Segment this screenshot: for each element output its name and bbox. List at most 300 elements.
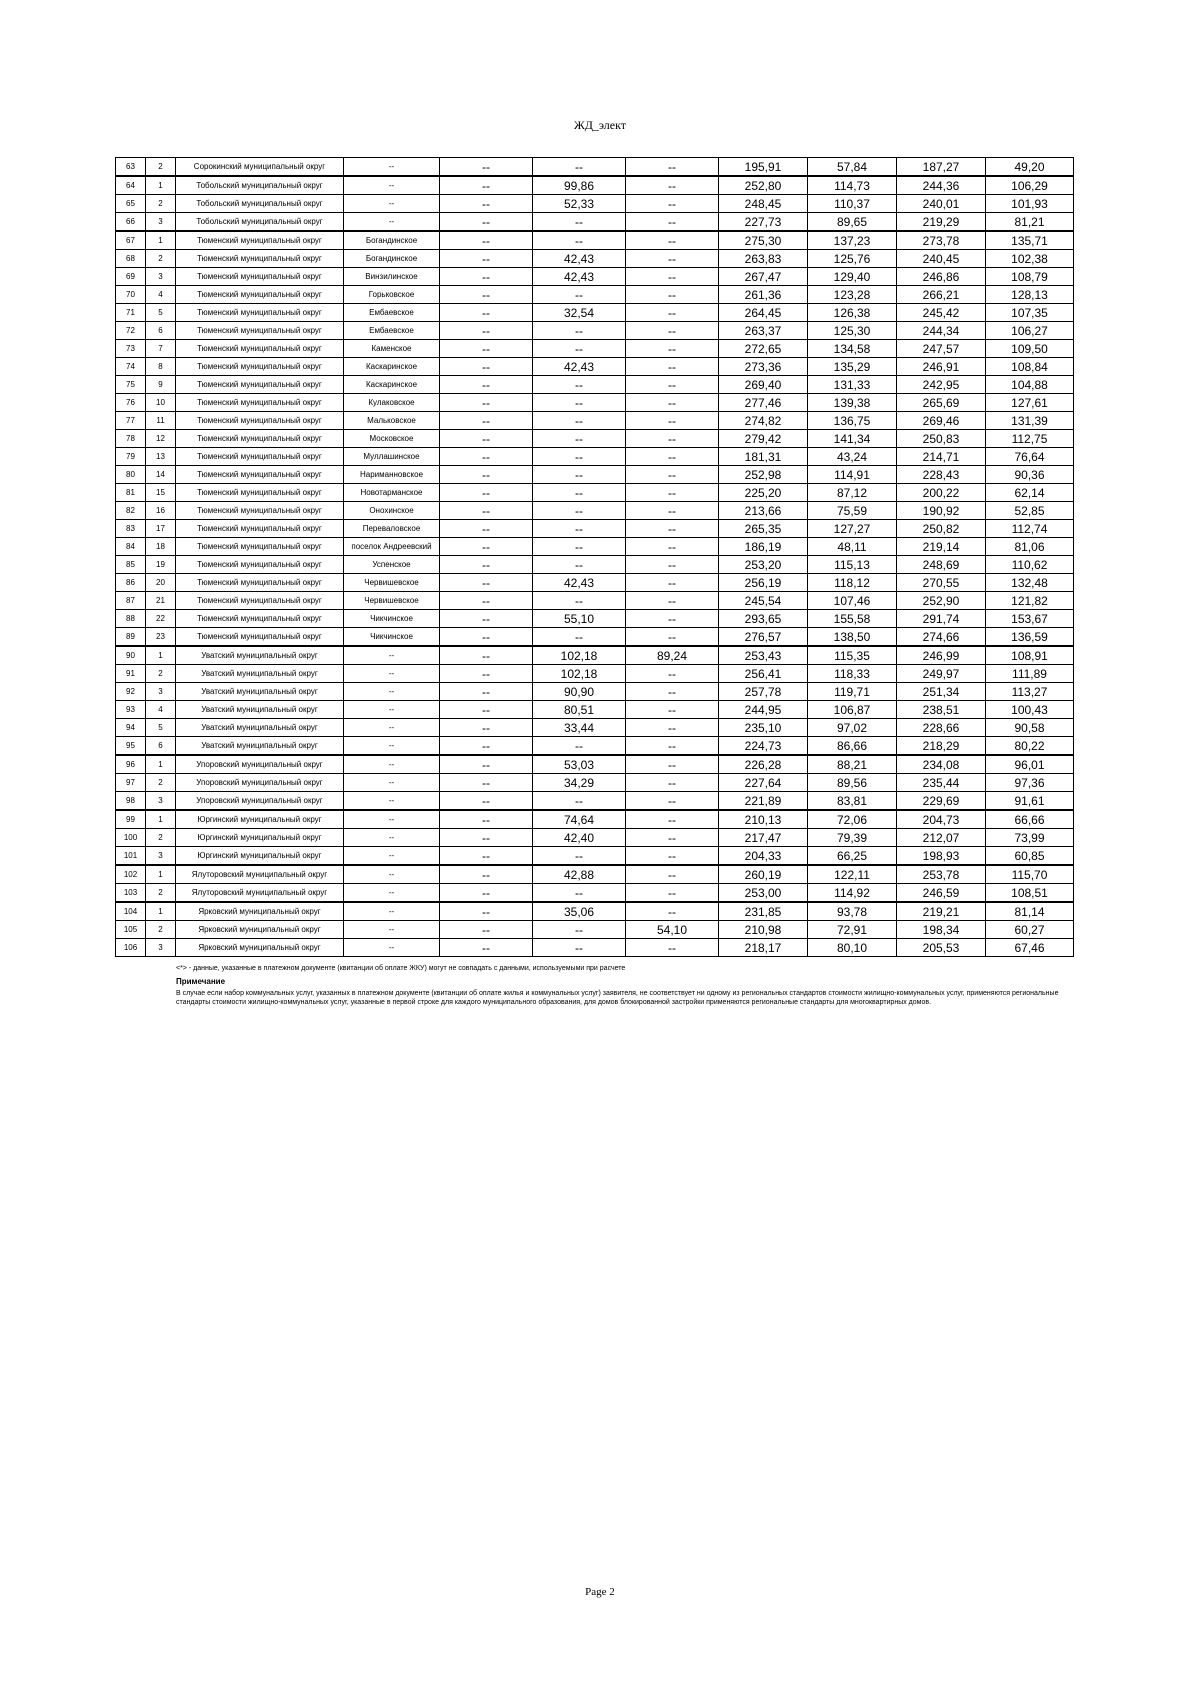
cell-col-6: 42,40 bbox=[533, 829, 626, 847]
cell-col-9: 138,50 bbox=[808, 628, 897, 647]
cell-municipality: Тюменский муниципальный округ bbox=[176, 520, 344, 538]
cell-row-number: 97 bbox=[116, 774, 146, 792]
cell-col-6: -- bbox=[533, 520, 626, 538]
cell-row-number: 69 bbox=[116, 268, 146, 286]
cell-item-number: 8 bbox=[146, 358, 176, 376]
cell-municipality: Юргинский муниципальный округ bbox=[176, 847, 344, 866]
cell-col-11: 90,36 bbox=[986, 466, 1074, 484]
cell-col-5: -- bbox=[440, 304, 533, 322]
cell-col-10: 250,83 bbox=[897, 430, 986, 448]
cell-item-number: 2 bbox=[146, 921, 176, 939]
cell-item-number: 21 bbox=[146, 592, 176, 610]
cell-col-9: 155,58 bbox=[808, 610, 897, 628]
cell-settlement: Новотарманское bbox=[344, 484, 440, 502]
cell-col-6: 80,51 bbox=[533, 701, 626, 719]
cell-col-10: 249,97 bbox=[897, 665, 986, 683]
cell-col-9: 48,11 bbox=[808, 538, 897, 556]
cell-col-8: 267,47 bbox=[719, 268, 808, 286]
cell-col-7: -- bbox=[626, 538, 719, 556]
cell-settlement: -- bbox=[344, 737, 440, 756]
table-row bbox=[116, 195, 1074, 213]
cell-col-11: 106,27 bbox=[986, 322, 1074, 340]
cell-municipality: Тюменский муниципальный округ bbox=[176, 250, 344, 268]
cell-municipality: Тюменский муниципальный округ bbox=[176, 610, 344, 628]
table-body bbox=[116, 158, 1074, 957]
cell-col-7: -- bbox=[626, 430, 719, 448]
cell-col-6: -- bbox=[533, 628, 626, 647]
cell-col-9: 88,21 bbox=[808, 755, 897, 774]
cell-settlement: Ембаевское bbox=[344, 322, 440, 340]
note-title: Примечание bbox=[176, 977, 226, 986]
cell-col-11: 81,06 bbox=[986, 538, 1074, 556]
cell-col-5: -- bbox=[440, 250, 533, 268]
cell-col-11: 107,35 bbox=[986, 304, 1074, 322]
cell-municipality: Тюменский муниципальный округ bbox=[176, 412, 344, 430]
cell-municipality: Тюменский муниципальный округ bbox=[176, 322, 344, 340]
cell-item-number: 13 bbox=[146, 448, 176, 466]
cell-row-number: 82 bbox=[116, 502, 146, 520]
cell-row-number: 93 bbox=[116, 701, 146, 719]
cell-col-7: -- bbox=[626, 556, 719, 574]
cell-item-number: 4 bbox=[146, 701, 176, 719]
cell-col-11: 91,61 bbox=[986, 792, 1074, 811]
cell-col-5: -- bbox=[440, 394, 533, 412]
cell-col-6: -- bbox=[533, 231, 626, 250]
cell-settlement: -- bbox=[344, 902, 440, 921]
cell-col-7: -- bbox=[626, 865, 719, 884]
cell-col-11: 90,58 bbox=[986, 719, 1074, 737]
cell-row-number: 81 bbox=[116, 484, 146, 502]
cell-col-8: 252,80 bbox=[719, 176, 808, 195]
cell-col-11: 136,59 bbox=[986, 628, 1074, 647]
cell-col-5: -- bbox=[440, 592, 533, 610]
cell-col-7: -- bbox=[626, 322, 719, 340]
cell-row-number: 83 bbox=[116, 520, 146, 538]
cell-col-7: -- bbox=[626, 304, 719, 322]
cell-col-10: 252,90 bbox=[897, 592, 986, 610]
cell-row-number: 75 bbox=[116, 376, 146, 394]
cell-row-number: 91 bbox=[116, 665, 146, 683]
cell-item-number: 2 bbox=[146, 829, 176, 847]
cell-col-8: 218,17 bbox=[719, 939, 808, 957]
cell-settlement: -- bbox=[344, 829, 440, 847]
table-row bbox=[116, 502, 1074, 520]
cell-row-number: 85 bbox=[116, 556, 146, 574]
table-row bbox=[116, 628, 1074, 647]
cell-col-8: 245,54 bbox=[719, 592, 808, 610]
table-row bbox=[116, 792, 1074, 811]
cell-item-number: 1 bbox=[146, 810, 176, 829]
cell-col-9: 106,87 bbox=[808, 701, 897, 719]
cell-settlement: -- bbox=[344, 213, 440, 232]
cell-row-number: 68 bbox=[116, 250, 146, 268]
cell-col-5: -- bbox=[440, 268, 533, 286]
cell-col-11: 101,93 bbox=[986, 195, 1074, 213]
cell-row-number: 103 bbox=[116, 884, 146, 903]
cell-col-10: 238,51 bbox=[897, 701, 986, 719]
cell-col-7: -- bbox=[626, 628, 719, 647]
table-row bbox=[116, 810, 1074, 829]
cell-municipality: Ялуторовский муниципальный округ bbox=[176, 865, 344, 884]
table-row bbox=[116, 774, 1074, 792]
cell-col-9: 114,91 bbox=[808, 466, 897, 484]
table-row bbox=[116, 430, 1074, 448]
cell-col-11: 131,39 bbox=[986, 412, 1074, 430]
cell-row-number: 65 bbox=[116, 195, 146, 213]
cell-col-10: 198,93 bbox=[897, 847, 986, 866]
cell-col-5: -- bbox=[440, 737, 533, 756]
cell-settlement: Богандинское bbox=[344, 231, 440, 250]
cell-municipality: Уватский муниципальный округ bbox=[176, 737, 344, 756]
cell-col-9: 141,34 bbox=[808, 430, 897, 448]
cell-settlement: -- bbox=[344, 939, 440, 957]
cell-col-10: 219,14 bbox=[897, 538, 986, 556]
cell-item-number: 1 bbox=[146, 231, 176, 250]
table-row bbox=[116, 847, 1074, 866]
table-row bbox=[116, 250, 1074, 268]
cell-col-7: -- bbox=[626, 574, 719, 592]
cell-row-number: 105 bbox=[116, 921, 146, 939]
cell-settlement: Каскаринское bbox=[344, 358, 440, 376]
cell-settlement: -- bbox=[344, 884, 440, 903]
cell-col-11: 108,51 bbox=[986, 884, 1074, 903]
cell-col-5: -- bbox=[440, 755, 533, 774]
cell-col-8: 217,47 bbox=[719, 829, 808, 847]
table-row bbox=[116, 176, 1074, 195]
table-row bbox=[116, 304, 1074, 322]
cell-item-number: 5 bbox=[146, 304, 176, 322]
cell-col-7: -- bbox=[626, 665, 719, 683]
cell-item-number: 1 bbox=[146, 902, 176, 921]
cell-row-number: 64 bbox=[116, 176, 146, 195]
cell-row-number: 72 bbox=[116, 322, 146, 340]
cell-row-number: 67 bbox=[116, 231, 146, 250]
cell-col-11: 66,66 bbox=[986, 810, 1074, 829]
cell-col-10: 244,34 bbox=[897, 322, 986, 340]
cell-col-5: -- bbox=[440, 792, 533, 811]
cell-col-11: 113,27 bbox=[986, 683, 1074, 701]
cell-item-number: 12 bbox=[146, 430, 176, 448]
cell-settlement: Онохинское bbox=[344, 502, 440, 520]
footnote: <*> - данные, указанные в платежном документе (квитанции об оплате ЖКУ) могут не совпадать с данными, используемыми при расчете bbox=[176, 965, 626, 972]
cell-col-8: 276,57 bbox=[719, 628, 808, 647]
cell-col-9: 125,30 bbox=[808, 322, 897, 340]
cell-col-10: 246,91 bbox=[897, 358, 986, 376]
cell-item-number: 1 bbox=[146, 646, 176, 665]
cell-settlement: Горьковское bbox=[344, 286, 440, 304]
cell-col-9: 137,23 bbox=[808, 231, 897, 250]
cell-col-8: 213,66 bbox=[719, 502, 808, 520]
table-row bbox=[116, 484, 1074, 502]
cell-col-6: 102,18 bbox=[533, 665, 626, 683]
cell-col-6: -- bbox=[533, 847, 626, 866]
cell-municipality: Тобольский муниципальный округ bbox=[176, 176, 344, 195]
cell-col-9: 86,66 bbox=[808, 737, 897, 756]
cell-col-11: 62,14 bbox=[986, 484, 1074, 502]
cell-col-10: 251,34 bbox=[897, 683, 986, 701]
table-row bbox=[116, 921, 1074, 939]
cell-row-number: 71 bbox=[116, 304, 146, 322]
cell-settlement: -- bbox=[344, 176, 440, 195]
table-row bbox=[116, 466, 1074, 484]
table-row bbox=[116, 358, 1074, 376]
cell-item-number: 3 bbox=[146, 792, 176, 811]
cell-row-number: 84 bbox=[116, 538, 146, 556]
cell-item-number: 20 bbox=[146, 574, 176, 592]
cell-col-9: 97,02 bbox=[808, 719, 897, 737]
cell-col-7: -- bbox=[626, 231, 719, 250]
cell-settlement: -- bbox=[344, 810, 440, 829]
cell-col-9: 66,25 bbox=[808, 847, 897, 866]
cell-col-7: -- bbox=[626, 484, 719, 502]
cell-col-5: -- bbox=[440, 939, 533, 957]
cell-col-7: -- bbox=[626, 939, 719, 957]
table-row bbox=[116, 213, 1074, 232]
cell-item-number: 1 bbox=[146, 176, 176, 195]
cell-col-5: -- bbox=[440, 231, 533, 250]
cell-col-7: -- bbox=[626, 412, 719, 430]
cell-item-number: 1 bbox=[146, 865, 176, 884]
cell-settlement: Каскаринское bbox=[344, 376, 440, 394]
cell-col-8: 253,20 bbox=[719, 556, 808, 574]
cell-col-10: 246,99 bbox=[897, 646, 986, 665]
cell-settlement: -- bbox=[344, 719, 440, 737]
table-row bbox=[116, 610, 1074, 628]
table-row bbox=[116, 701, 1074, 719]
cell-settlement: -- bbox=[344, 792, 440, 811]
cell-col-11: 109,50 bbox=[986, 340, 1074, 358]
cell-municipality: Ярковский муниципальный округ bbox=[176, 939, 344, 957]
cell-col-6: -- bbox=[533, 502, 626, 520]
cell-col-7: -- bbox=[626, 394, 719, 412]
cell-col-9: 119,71 bbox=[808, 683, 897, 701]
cell-settlement: Переваловское bbox=[344, 520, 440, 538]
cell-col-7: -- bbox=[626, 737, 719, 756]
cell-item-number: 6 bbox=[146, 322, 176, 340]
cell-col-8: 265,35 bbox=[719, 520, 808, 538]
cell-col-9: 136,75 bbox=[808, 412, 897, 430]
cell-row-number: 99 bbox=[116, 810, 146, 829]
cell-col-10: 235,44 bbox=[897, 774, 986, 792]
table-row bbox=[116, 394, 1074, 412]
cell-col-11: 115,70 bbox=[986, 865, 1074, 884]
cell-col-9: 123,28 bbox=[808, 286, 897, 304]
table-row bbox=[116, 902, 1074, 921]
cell-col-8: 210,98 bbox=[719, 921, 808, 939]
cell-col-9: 115,35 bbox=[808, 646, 897, 665]
table-row bbox=[116, 158, 1074, 177]
cell-municipality: Ярковский муниципальный округ bbox=[176, 921, 344, 939]
cell-settlement: -- bbox=[344, 774, 440, 792]
cell-col-10: 273,78 bbox=[897, 231, 986, 250]
cell-col-6: -- bbox=[533, 592, 626, 610]
cell-municipality: Тюменский муниципальный округ bbox=[176, 448, 344, 466]
cell-row-number: 100 bbox=[116, 829, 146, 847]
cell-col-7: -- bbox=[626, 847, 719, 866]
cell-col-7: -- bbox=[626, 502, 719, 520]
cell-municipality: Тюменский муниципальный округ bbox=[176, 502, 344, 520]
cell-col-7: -- bbox=[626, 792, 719, 811]
cell-col-9: 83,81 bbox=[808, 792, 897, 811]
cell-col-8: 260,19 bbox=[719, 865, 808, 884]
cell-settlement: -- bbox=[344, 847, 440, 866]
cell-col-10: 190,92 bbox=[897, 502, 986, 520]
cell-col-5: -- bbox=[440, 213, 533, 232]
cell-row-number: 76 bbox=[116, 394, 146, 412]
cell-col-8: 273,36 bbox=[719, 358, 808, 376]
cell-col-5: -- bbox=[440, 921, 533, 939]
cell-col-8: 231,85 bbox=[719, 902, 808, 921]
cell-col-11: 96,01 bbox=[986, 755, 1074, 774]
cell-col-7: -- bbox=[626, 448, 719, 466]
cell-col-5: -- bbox=[440, 774, 533, 792]
cell-settlement: -- bbox=[344, 665, 440, 683]
cell-col-7: -- bbox=[626, 683, 719, 701]
cell-col-11: 110,62 bbox=[986, 556, 1074, 574]
cell-col-10: 228,43 bbox=[897, 466, 986, 484]
cell-item-number: 23 bbox=[146, 628, 176, 647]
cell-col-5: -- bbox=[440, 466, 533, 484]
cell-settlement: -- bbox=[344, 701, 440, 719]
cell-municipality: Упоровский муниципальный округ bbox=[176, 774, 344, 792]
cell-col-10: 242,95 bbox=[897, 376, 986, 394]
cell-col-7: -- bbox=[626, 466, 719, 484]
cell-col-11: 80,22 bbox=[986, 737, 1074, 756]
cell-settlement: -- bbox=[344, 921, 440, 939]
cell-col-6: 35,06 bbox=[533, 902, 626, 921]
cell-col-7: -- bbox=[626, 810, 719, 829]
cell-col-6: 33,44 bbox=[533, 719, 626, 737]
cell-col-9: 79,39 bbox=[808, 829, 897, 847]
cell-col-5: -- bbox=[440, 610, 533, 628]
cell-settlement: Чикчинское bbox=[344, 628, 440, 647]
cell-item-number: 2 bbox=[146, 195, 176, 213]
cell-col-9: 122,11 bbox=[808, 865, 897, 884]
cell-col-5: -- bbox=[440, 430, 533, 448]
cell-col-7: -- bbox=[626, 774, 719, 792]
cell-col-9: 114,92 bbox=[808, 884, 897, 903]
cell-col-9: 43,24 bbox=[808, 448, 897, 466]
table-row bbox=[116, 574, 1074, 592]
cell-col-10: 214,71 bbox=[897, 448, 986, 466]
cell-col-6: -- bbox=[533, 884, 626, 903]
cell-col-5: -- bbox=[440, 358, 533, 376]
cell-municipality: Уватский муниципальный округ bbox=[176, 646, 344, 665]
cell-col-10: 269,46 bbox=[897, 412, 986, 430]
cell-col-6: -- bbox=[533, 340, 626, 358]
cell-row-number: 89 bbox=[116, 628, 146, 647]
cell-row-number: 74 bbox=[116, 358, 146, 376]
cell-col-7: -- bbox=[626, 829, 719, 847]
cell-col-11: 60,85 bbox=[986, 847, 1074, 866]
cell-col-8: 221,89 bbox=[719, 792, 808, 811]
cell-col-5: -- bbox=[440, 628, 533, 647]
cell-municipality: Сорокинский муниципальный округ bbox=[176, 158, 344, 177]
cell-col-10: 274,66 bbox=[897, 628, 986, 647]
cell-col-9: 87,12 bbox=[808, 484, 897, 502]
cell-col-5: -- bbox=[440, 847, 533, 866]
cell-col-9: 57,84 bbox=[808, 158, 897, 177]
cell-col-8: 253,00 bbox=[719, 884, 808, 903]
cell-row-number: 90 bbox=[116, 646, 146, 665]
cell-col-5: -- bbox=[440, 538, 533, 556]
cell-col-10: 200,22 bbox=[897, 484, 986, 502]
cell-col-8: 248,45 bbox=[719, 195, 808, 213]
cell-municipality: Тобольский муниципальный округ bbox=[176, 213, 344, 232]
cell-col-6: -- bbox=[533, 466, 626, 484]
cell-col-10: 244,36 bbox=[897, 176, 986, 195]
cell-row-number: 88 bbox=[116, 610, 146, 628]
cell-col-10: 204,73 bbox=[897, 810, 986, 829]
cell-col-5: -- bbox=[440, 810, 533, 829]
cell-col-10: 187,27 bbox=[897, 158, 986, 177]
cell-row-number: 104 bbox=[116, 902, 146, 921]
cell-col-6: -- bbox=[533, 213, 626, 232]
cell-col-6: 99,86 bbox=[533, 176, 626, 195]
cell-col-5: -- bbox=[440, 195, 533, 213]
cell-col-6: 42,43 bbox=[533, 250, 626, 268]
cell-row-number: 66 bbox=[116, 213, 146, 232]
cell-item-number: 2 bbox=[146, 665, 176, 683]
table-row bbox=[116, 268, 1074, 286]
cell-col-9: 72,91 bbox=[808, 921, 897, 939]
cell-col-11: 108,91 bbox=[986, 646, 1074, 665]
cell-col-7: -- bbox=[626, 884, 719, 903]
cell-col-11: 81,14 bbox=[986, 902, 1074, 921]
cell-col-8: 252,98 bbox=[719, 466, 808, 484]
cell-col-7: -- bbox=[626, 340, 719, 358]
cell-col-10: 219,21 bbox=[897, 902, 986, 921]
cell-col-10: 228,66 bbox=[897, 719, 986, 737]
cell-col-9: 126,38 bbox=[808, 304, 897, 322]
cell-municipality: Ярковский муниципальный округ bbox=[176, 902, 344, 921]
cell-settlement: поселок Андреевский bbox=[344, 538, 440, 556]
cell-item-number: 19 bbox=[146, 556, 176, 574]
cell-col-10: 266,21 bbox=[897, 286, 986, 304]
cell-municipality: Тюменский муниципальный округ bbox=[176, 340, 344, 358]
cell-settlement: Червишевское bbox=[344, 592, 440, 610]
cell-col-6: -- bbox=[533, 394, 626, 412]
cell-settlement: Каменское bbox=[344, 340, 440, 358]
cell-municipality: Тюменский муниципальный округ bbox=[176, 574, 344, 592]
cell-settlement: Ембаевское bbox=[344, 304, 440, 322]
cell-col-5: -- bbox=[440, 865, 533, 884]
page-footer: Page 2 bbox=[585, 1586, 615, 1598]
cell-col-10: 246,59 bbox=[897, 884, 986, 903]
cell-col-10: 253,78 bbox=[897, 865, 986, 884]
cell-col-11: 128,13 bbox=[986, 286, 1074, 304]
cell-col-10: 229,69 bbox=[897, 792, 986, 811]
cell-col-10: 291,74 bbox=[897, 610, 986, 628]
cell-row-number: 86 bbox=[116, 574, 146, 592]
cell-col-8: 225,20 bbox=[719, 484, 808, 502]
cell-municipality: Тюменский муниципальный округ bbox=[176, 592, 344, 610]
cell-municipality: Тюменский муниципальный округ bbox=[176, 628, 344, 647]
cell-col-8: 256,19 bbox=[719, 574, 808, 592]
cell-col-5: -- bbox=[440, 158, 533, 177]
cell-col-10: 265,69 bbox=[897, 394, 986, 412]
cell-col-11: 111,89 bbox=[986, 665, 1074, 683]
cell-col-11: 104,88 bbox=[986, 376, 1074, 394]
cell-col-5: -- bbox=[440, 556, 533, 574]
cell-col-9: 110,37 bbox=[808, 195, 897, 213]
cell-col-7: -- bbox=[626, 902, 719, 921]
cell-col-6: -- bbox=[533, 448, 626, 466]
cell-col-10: 240,01 bbox=[897, 195, 986, 213]
cell-col-10: 246,86 bbox=[897, 268, 986, 286]
cell-col-7: -- bbox=[626, 176, 719, 195]
cell-municipality: Тюменский муниципальный округ bbox=[176, 430, 344, 448]
